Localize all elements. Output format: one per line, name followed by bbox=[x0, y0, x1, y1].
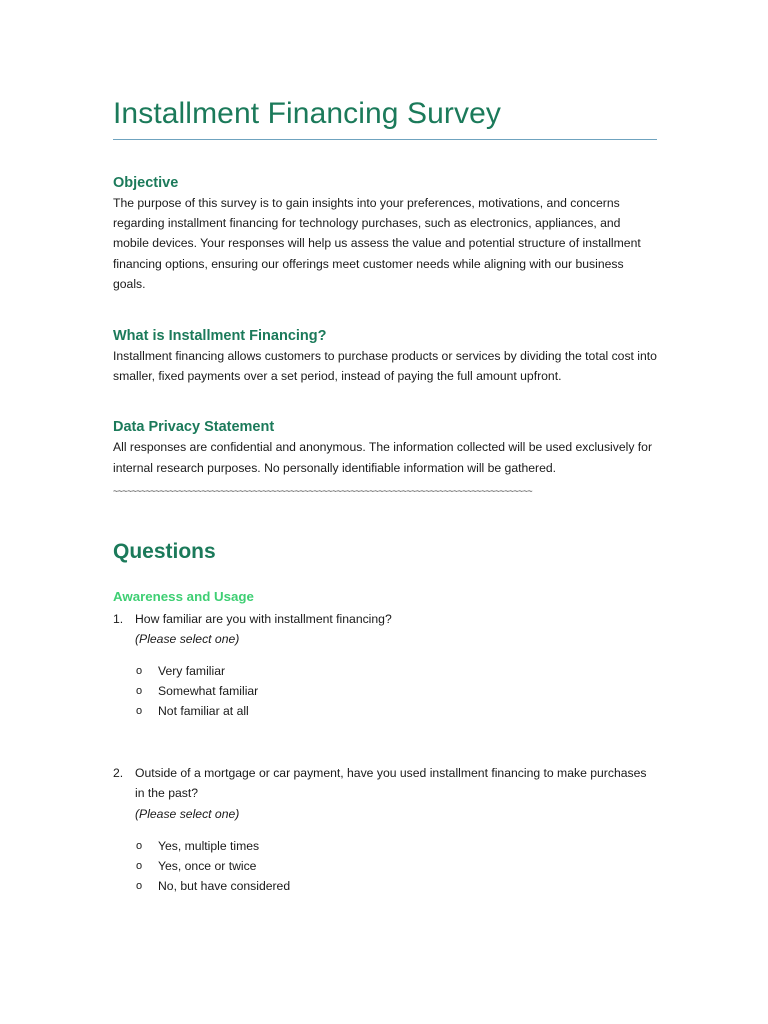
question-2-options bbox=[113, 836, 657, 896]
option-label: Yes, multiple times bbox=[158, 838, 260, 853]
what-is-section bbox=[113, 326, 657, 386]
question-1-options bbox=[113, 661, 657, 721]
question-2 bbox=[113, 763, 657, 824]
what-is-text: Installment financing allows customers to purchase products or services by dividing the total cost into smaller, fixed payments over a set period, instead of paying the full amount upfront. bbox=[113, 349, 657, 384]
option-very-familiar[interactable] bbox=[113, 661, 657, 681]
circle-bullet-icon: o bbox=[136, 859, 143, 872]
option-label: Not familiar at all bbox=[158, 704, 249, 719]
question-hint: (Please select one) bbox=[135, 632, 240, 647]
title-underline bbox=[113, 139, 657, 140]
what-is-heading: What is Installment Financing? bbox=[113, 328, 327, 345]
question-hint: (Please select one) bbox=[135, 806, 240, 821]
privacy-text: All responses are confidential and anonymous. The information collected will be used exclusively for internal research purposes. No personally identifiable information will be gathered. bbox=[113, 440, 653, 475]
circle-bullet-icon: o bbox=[136, 685, 143, 698]
document-page bbox=[113, 92, 657, 896]
awareness-usage-subheading: Awareness and Usage bbox=[113, 588, 254, 604]
option-label: Yes, once or twice bbox=[158, 858, 257, 873]
objective-section bbox=[113, 173, 657, 294]
objective-text: The purpose of this survey is to gain insights into your preferences, motivations, and concerns regarding installment financing for technology purchases, such as electronics, appliances, and mobile devices. Your responses will help us assess the value and potential structure of installment financing options, ensuring our offerings meet customer needs while aligning with our business goals. bbox=[113, 196, 641, 291]
question-text: Outside of a mortgage or car payment, have you used installment financing to make purchases in the past? bbox=[135, 766, 647, 801]
option-somewhat-familiar[interactable] bbox=[113, 681, 657, 701]
circle-bullet-icon: o bbox=[136, 839, 143, 852]
circle-bullet-icon: o bbox=[136, 879, 143, 892]
option-not-familiar[interactable] bbox=[113, 701, 657, 721]
privacy-heading: Data Privacy Statement bbox=[113, 419, 275, 436]
questions-heading: Questions bbox=[113, 539, 216, 563]
question-number: 2. bbox=[113, 766, 124, 781]
tilde-separator: ~~~~~~~~~~~~~~~~~~~~~~~~~~~~~~~~~~~~~~~~~~~~~~~~~~~~~~~~~~~~~~~~~~~~~~~~~~~~~~~~~~~~~~~~~~ bbox=[113, 485, 533, 496]
question-1 bbox=[113, 609, 657, 649]
option-label: Somewhat familiar bbox=[158, 684, 259, 699]
question-number: 1. bbox=[113, 611, 124, 626]
question-text: How familiar are you with installment financing? bbox=[135, 611, 392, 626]
privacy-section bbox=[113, 417, 657, 477]
objective-heading: Objective bbox=[113, 175, 179, 191]
option-yes-multiple[interactable] bbox=[113, 836, 657, 856]
circle-bullet-icon: o bbox=[136, 705, 143, 718]
option-label: Very familiar bbox=[158, 664, 226, 679]
circle-bullet-icon: o bbox=[136, 665, 143, 678]
document-title: Installment Financing Survey bbox=[113, 97, 501, 130]
option-label: No, but have considered bbox=[158, 878, 291, 893]
option-yes-once[interactable] bbox=[113, 856, 657, 876]
option-no-considered[interactable] bbox=[113, 876, 657, 896]
